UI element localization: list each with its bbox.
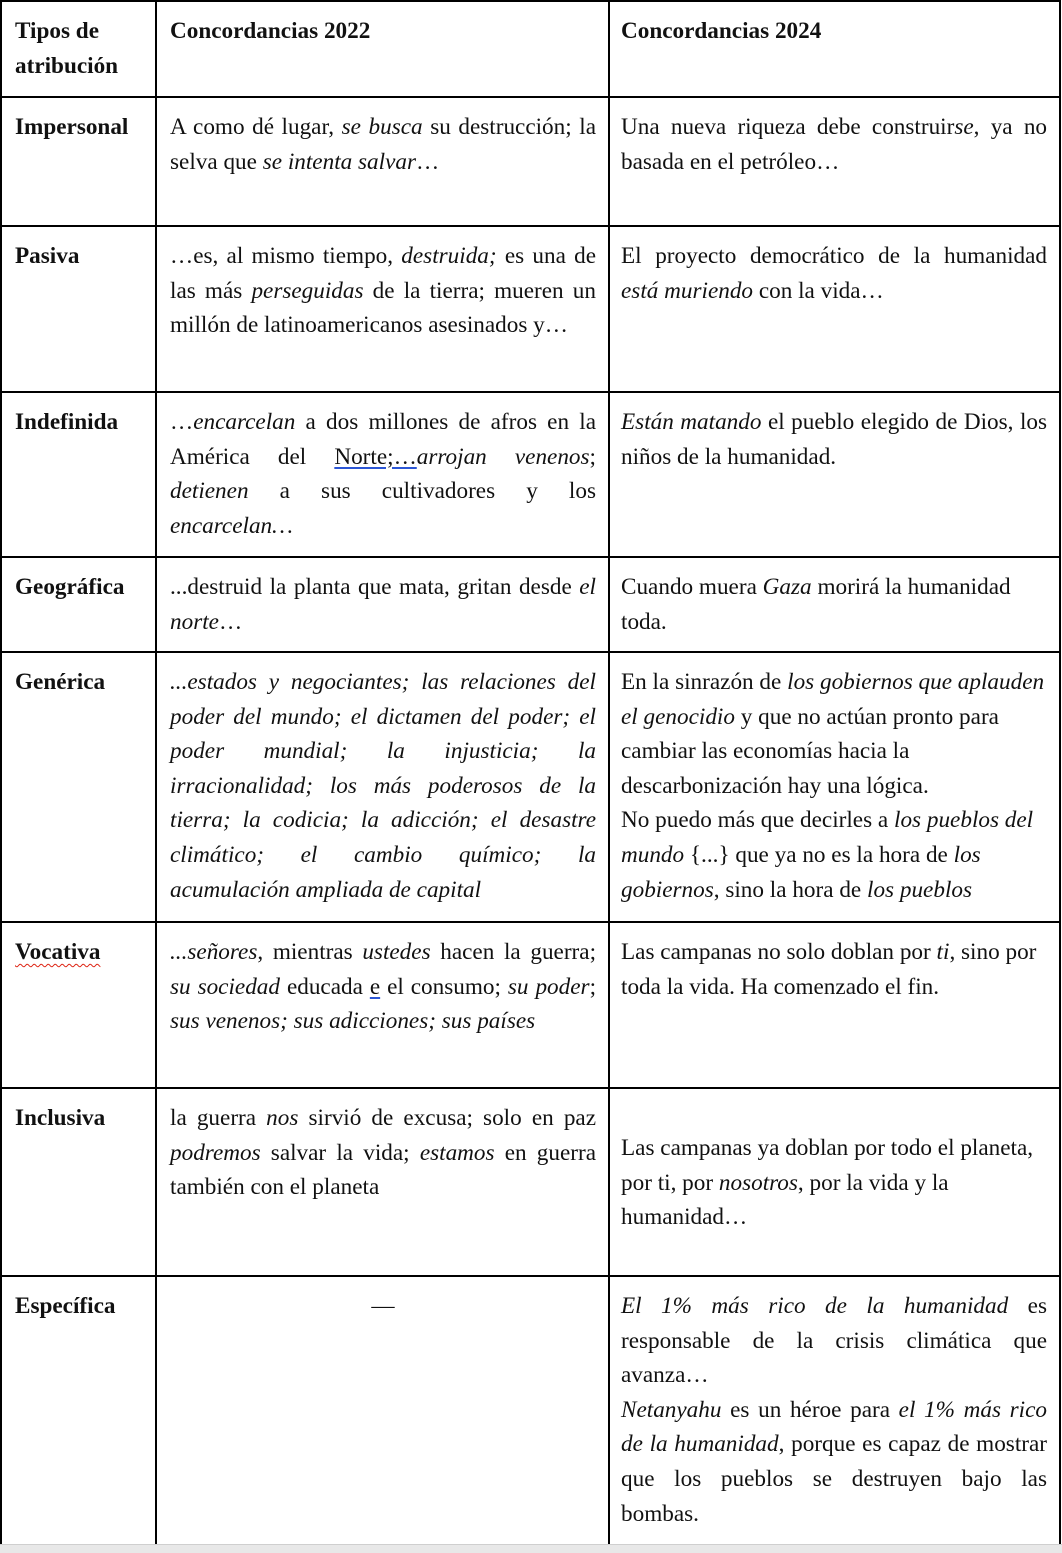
text-run: a sus cultivadores y los <box>248 478 596 505</box>
cell-paragraph <box>621 935 1047 1004</box>
text-run: salvar la vida; <box>260 1139 420 1166</box>
cell-paragraph <box>170 1101 596 1205</box>
row-type: Genérica <box>1 652 156 922</box>
italic-text: el 1% más rico de la humanidad <box>621 1396 1047 1458</box>
text-run: … <box>218 608 243 635</box>
italic-text: su poder <box>507 973 590 1000</box>
text-run: sirvió de excusa; solo en paz <box>298 1105 596 1131</box>
text-run: hacen la guerra; <box>430 939 597 965</box>
italic-text: los gobiernos que aplauden el genocidio <box>621 669 1045 730</box>
text-run: … <box>170 409 194 435</box>
italic-text: ...estados y negociantes; las relaciones del poder del mundo; el dictamen del poder; el poder mundial; la injusticia; la irracionalidad; los más poderosos de la tierra; la codicia; la adicción; el desastre climático; el cambio químico; la acumulación ampliada de capital <box>170 669 596 903</box>
grammar-underlined-text: Norte;… <box>334 443 417 470</box>
text-run: es responsable de la crisis climática que avanza… <box>621 1293 1047 1389</box>
table-row <box>1 226 1060 392</box>
italic-text: los gobiernos <box>621 841 981 903</box>
cell-paragraph <box>170 405 596 543</box>
table-row <box>1 1276 1060 1548</box>
cell-2022 <box>156 392 609 557</box>
text-run: de la tierra; mueren un millón de latinoamericanos asesinados y… <box>170 277 596 339</box>
cell-paragraph <box>170 1289 596 1324</box>
header-concordancias-2024: Concordancias 2024 <box>609 1 1060 97</box>
italic-text: se <box>954 114 974 140</box>
cell-paragraph <box>621 110 1047 179</box>
header-row <box>1 1 1060 97</box>
cell-paragraph <box>170 935 596 1039</box>
row-type: Pasiva <box>1 226 156 392</box>
text-run: El proyecto democrático de la humanidad <box>621 243 1047 269</box>
italic-text: detienen <box>170 478 249 505</box>
text-run: y que no actúan pronto para cambiar las economías hacia la descarbonización hay una lógica. <box>621 703 999 799</box>
table-row <box>1 557 1060 652</box>
italic-text: Gaza <box>762 574 812 600</box>
italic-text: se busca <box>341 114 423 140</box>
cell-2024 <box>609 226 1060 392</box>
text-run: {...} que ya no es la hora de <box>684 841 954 868</box>
cell-2024 <box>609 97 1060 226</box>
italic-text: encarcelan… <box>170 512 293 539</box>
row-type: Inclusiva <box>1 1088 156 1276</box>
cell-paragraph <box>170 665 596 907</box>
cell-2022 <box>156 97 609 226</box>
table-row <box>1 652 1060 922</box>
text-run: , ya no basada en el petróleo… <box>621 114 1048 175</box>
cell-paragraph <box>170 239 596 343</box>
cell-paragraph <box>621 1393 1047 1531</box>
text-run: el consumo; <box>380 973 508 1000</box>
row-type <box>1 922 156 1088</box>
italic-text: destruida; <box>401 243 497 269</box>
cell-2024 <box>609 1088 1060 1276</box>
text-run: ; <box>589 443 596 470</box>
text-run: No puedo más que decirles a <box>621 807 895 834</box>
text-run: , mientras <box>257 939 363 965</box>
italic-text: estamos <box>419 1139 495 1166</box>
row-type: Indefinida <box>1 392 156 557</box>
text-run: en guerra también con el planeta <box>170 1139 596 1201</box>
italic-text: encarcelan <box>193 409 296 435</box>
italic-text: podremos <box>170 1139 261 1166</box>
italic-text: los pueblos del mundo <box>621 807 1034 868</box>
cell-2024 <box>609 652 1060 922</box>
row-type: Geográfica <box>1 557 156 652</box>
italic-text: sus venenos; sus adicciones; sus países <box>170 1008 536 1035</box>
text-run: morirá la humanidad toda. <box>621 574 1011 635</box>
cell-paragraph <box>621 803 1047 907</box>
italic-text: Netanyahu <box>621 1396 722 1423</box>
text-run: la guerra <box>170 1105 267 1131</box>
cell-paragraph <box>170 110 596 179</box>
cell-2024 <box>609 922 1060 1088</box>
text-run: … <box>416 148 440 175</box>
text-run: el pueblo elegido de Dios, los niños de la humanidad. <box>621 409 1048 470</box>
row-type: Impersonal <box>1 97 156 226</box>
cell-paragraph <box>621 405 1047 474</box>
cell-paragraph <box>621 1289 1047 1393</box>
grammar-underlined-text: e <box>369 973 381 1000</box>
text-run: Las campanas ya doblan por todo el planeta, por ti, por <box>621 1135 1034 1196</box>
italic-text: su sociedad <box>170 973 280 1000</box>
italic-text: el norte <box>170 574 596 635</box>
text-run: es un héroe para <box>721 1396 899 1423</box>
cell-paragraph <box>170 570 596 639</box>
text-run: …es, al mismo tiempo, <box>170 243 402 269</box>
italic-text: ...señores <box>170 939 258 965</box>
italic-text: los pueblos <box>867 876 973 903</box>
header-concordancias-2022: Concordancias 2022 <box>156 1 609 97</box>
text-run: , sino la hora de <box>713 876 868 903</box>
italic-text: nosotros <box>718 1169 798 1196</box>
table-row <box>1 922 1060 1088</box>
text-run: ...destruid la planta que mata, gritan desde <box>170 574 580 600</box>
table-row <box>1 1088 1060 1276</box>
italic-text: nos <box>266 1105 299 1131</box>
cell-2022 <box>156 1276 609 1548</box>
text-run: Una nueva riqueza debe construir <box>621 114 955 140</box>
italic-text: se intenta salvar <box>262 148 416 175</box>
italic-text: ti <box>936 939 950 965</box>
cell-2022 <box>156 652 609 922</box>
italic-text: está muriendo <box>621 277 754 304</box>
table-row <box>1 392 1060 557</box>
text-run: A como dé lugar, <box>170 114 342 140</box>
cell-paragraph <box>621 665 1047 803</box>
cell-2022 <box>156 922 609 1088</box>
text-run: es una de las más <box>170 243 596 304</box>
italic-text: Están matando <box>621 409 762 435</box>
text-run: Las campanas no solo doblan por <box>621 939 937 965</box>
cell-paragraph <box>621 570 1047 639</box>
text-run: educada <box>280 973 370 1000</box>
text-run: , por la vida y la humanidad… <box>621 1169 949 1231</box>
text-run: a dos millones de afros en la América del <box>170 409 596 470</box>
italic-text: arrojan venenos <box>416 443 590 470</box>
italic-text: perseguidas <box>251 277 364 304</box>
header-tipos: Tipos de atribución <box>1 1 156 97</box>
italic-text: El 1% más rico de la humanidad <box>621 1293 1009 1319</box>
text-run: con la vida… <box>753 277 884 304</box>
cell-2024 <box>609 557 1060 652</box>
text-run: su destrucción; la selva que <box>170 114 596 175</box>
cell-2022 <box>156 557 609 652</box>
cell-paragraph <box>621 1131 1047 1235</box>
italic-text: ustedes <box>362 939 431 965</box>
text-run: , sino por toda la vida. Ha comenzado el fin. <box>621 939 1037 1000</box>
text-run: En la sinrazón de <box>621 669 788 695</box>
cell-2022 <box>156 226 609 392</box>
text-run: — <box>371 1293 395 1319</box>
text-run: Cuando muera <box>621 574 763 600</box>
cell-2024 <box>609 1276 1060 1548</box>
cell-2022 <box>156 1088 609 1276</box>
spellcheck-underlined-label: Vocativa <box>15 939 101 965</box>
row-type: Específica <box>1 1276 156 1548</box>
cell-paragraph <box>621 239 1047 308</box>
text-run: ; <box>589 973 597 1000</box>
text-run: , porque es capaz de mostrar que los pueblos se destruyen bajo las bombas. <box>621 1431 1047 1527</box>
cell-2024 <box>609 392 1060 557</box>
table-row <box>1 97 1060 226</box>
